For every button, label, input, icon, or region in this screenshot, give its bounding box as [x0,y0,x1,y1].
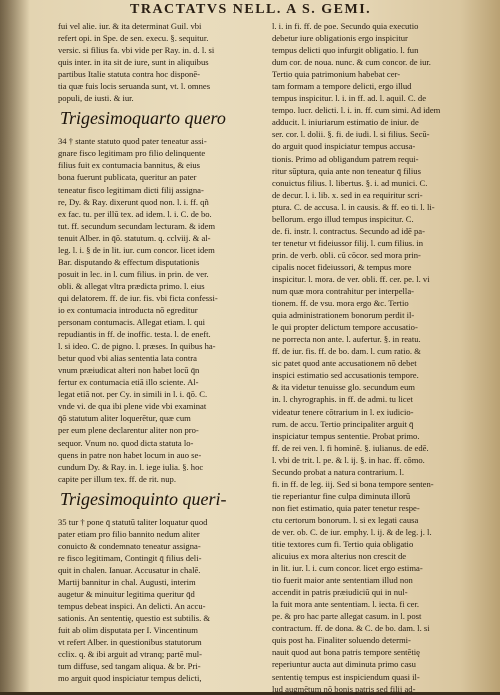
text-line: do arguit quod inspiciatur tempus accusa- [272,141,416,152]
text-line: debetur iure obligationis ergo inspicitur [272,33,408,44]
section-heading-34: Trigesimoquarto quero [60,108,226,129]
text-line: tum diffuse, sed tangam aliqua. & br. Pri- [58,661,201,672]
text-line: capite per illum tex. ff. de rit. nup. [58,473,176,484]
text-line: num quæ mora contrahitur per interpella- [272,286,414,297]
text-line: reperiuntur aucta aut diminuta primo casu [272,659,416,670]
text-line: fertur ex contumacia etiā illo sciente. Al- [58,377,199,388]
text-line: le qui propter delictum tempore accusatio- [272,322,418,333]
text-line: l. i. in fi. ff. de poe. Secundo quia executio [272,21,419,31]
binding-shadow [0,0,30,692]
text-line: personam contumacis. Allegat etiam. l. qui [58,317,206,328]
text-line: inspiciatur tempus sententie. Probat primo. [272,430,420,441]
text-line: Secundo probat a natura contrarium. l. [272,466,404,477]
text-line: quit in chalen. Ianuar. Accusatur in chalē. [58,564,201,575]
text-line: vnde vi. de qua ibi plene vide vbi examinat [58,401,207,412]
text-line: tionem. ff. de vsu. mora ergo &c. Tertio [272,298,409,309]
right-column [272,20,490,694]
text-line: q̄ō statutum aliter loquerētur, quæ cum [58,413,191,424]
text-line: & ita videtur tenuisse glo. secundum eum [272,382,415,393]
text-line: versic. si filius fa. vbi vide per Ray. in. d. l. si [58,45,215,56]
text-line: conuicto & condemnato teneatur assigna- [58,540,201,551]
text-line: fuit ab olim disputata per I. Vincentinum [58,625,198,636]
text-line: tenuit Alber. in q̄ō. statutum. q. cclviij. & al- [58,232,211,243]
text-line: vt refert Alber. in questionibus statutorum [58,637,202,648]
text-line: tia quæ fuis locis seruanda sunt, vt. l. omnes [58,81,211,92]
text-line: sationis. An sententię, questio est subtilis. & [58,613,211,624]
text-line: bellorum. ergo illud tempus inspicitur. C. [272,213,414,224]
text-line: teneatur fisco legitimam dicti filij assigna- [58,184,204,195]
text-line: re fisco legitimam, Contingit q̄ filius deli- [58,552,202,563]
text-line: accendit in patris præiudiciū qui in nul- [272,587,408,598]
text-line: quia administrationem bonorum perdit il- [272,310,415,321]
text-line: vnum præiudicat alteri non habet locū q̄n [58,365,200,376]
text-line: ter tenetur vt fideiussor filij. l. cum filius. in [272,237,424,248]
running-header: TRACTATVS NELL. A S. GEMI. [130,2,372,17]
text-line: Bar. disputando & effectum disputationis [58,256,200,267]
text-line: pe. & pro hac parte allegat casum. in l. post [272,611,422,622]
text-line: rum. de accu. Tertio principaliter arguit q̄ [272,418,414,429]
text-line: cclix. q. & ibi arguit ad vtranq; partē mul- [58,649,202,660]
text-line: ser. cor. l. dolii. §. fi. de iudi. l. si filius. Secū- [272,129,430,140]
text-line: tam formam a tempore delicti, ergo illud [272,81,412,92]
text-line: la fuit mora ante sententiam. l. iecta. fi cer. [272,599,419,610]
text-line: ff. de rei ven. l. fi hominē. §. iulianus. de edē. [272,442,429,453]
text-line: alicuius ex mora alterius non crescit de [272,551,407,562]
text-line: populi, de iusti. & iur. [58,93,134,104]
text-line: partibus Italie statuta contra hoc disponē- [58,69,200,80]
text-line: contractum. ff. de dona. & C. de bo. dam. l. si [272,623,430,634]
text-line: ex fac. tu. per illū tex. ad idem. l. i. C. de bo. [58,208,212,219]
text-line: tut. ff. secundum secundam lecturam. & idem [58,220,216,231]
text-line: pater etiam pro filio bannito nedum aliter [58,528,200,539]
text-line: fi. in ff. de leg. iij. Sed si bona tempore senten- [272,478,434,489]
text-line: in. l. chyrographis. in ff. de admi. tu licet [272,394,413,405]
text-line: legat etiā not. per Cy. in simili in l. i. q̄ō. C. [58,389,208,400]
text-line: sequor. Vnum no. quod dicta statuta lo- [58,437,194,448]
text-line: bona fuerunt publicata, queritur an pater [58,172,197,183]
text-line: per eum plene declarentur aliter non pro- [58,425,199,436]
text-line: nauit quod aut bona patris tempore sentētię [272,647,420,658]
text-line: inspicitur. l. mora. de ver. obli. ff. cer. pe. l. vi [272,273,430,284]
text-line: quens in patre non habet locum in auo se- [58,449,202,460]
text-line: cipalis nocet fideiussori, & tempus more [272,261,412,272]
text-line: ritur sūptura, quia ante non teneatur q̄ filius [272,165,421,176]
text-line: 35 tur † pone q̄ statutū taliter loquatur quod [58,516,208,527]
text-line: re, Dy. & Ray. dixerunt quod non. l. i. ff. qñ [58,196,209,207]
text-line: l. si ideo. C. de pigno. l. præses. In quibus ha- [58,341,216,352]
text-line: dum cor. de noua. nunc. & cum concor. de iur. [272,57,431,68]
text-line: ptura. C. de accusa. l. in causis. & ff. eo ti. l. li- [272,201,435,212]
text-line: obli. & allegat vltra prædicta primo. l. eius [58,280,205,291]
text-line: qui delatorem. ff. de iur. fis. vbi ficta confessi- [58,292,218,303]
text-line: quis inter. in ita sit de iure, sunt in aliquibus [58,57,209,68]
text-line: tio fuerit maior ante sententiam illud non [272,575,413,586]
text-line: io ex contumacia introducta nō egreditur [58,304,198,315]
text-line: posuit in lec. in l. cum filius. in prin. de ver. [58,268,209,279]
text-line: mo arguit quod inspiciatur tempus delicti, [58,673,202,684]
text-line: ff. de iur. fis. ff. de bo. dam. l. cum ratio. & [272,346,421,357]
text-line: fui vel alie. iur. & ita determinat Guil. vbi [58,21,202,31]
text-line: tionis. Primo ad obligandum patrem requi- [272,153,419,164]
text-line: de ver. ob. C. de iur. emphy. l. ij. & de leg. j. l. [272,526,432,537]
text-line: lud augmētum nō bonis patris sed filij ad- [272,683,416,694]
text-line: in lit. iur. l. i. cum concor. licet ergo estima- [272,563,423,574]
text-line: prin. de verb. obli. cū cōcor. sed mora prin- [272,249,421,260]
text-line: quis post ha. Finaliter soluendo determi- [272,635,411,646]
section-heading-35: Trigesimoquinto queri- [60,488,227,509]
text-line: augetur & minuitur legitima queritur q̄d [58,588,195,599]
text-line: 34 † stante statuto quod pater teneatur assi- [58,136,207,147]
left-column [58,20,266,684]
text-line: tempo. lucr. delicti. l. i. in. ff. cum simi. Ad idem [272,105,441,116]
text-line: conuictus filius. l. libertus. §. i. ad munici. C. [272,177,428,188]
text-line: refert opi. in Spe. de sen. execu. §. sequitur. [58,33,209,44]
text-line: videatur tenere cōtrarium in l. ex iudicio- [272,406,414,417]
text-line: titie textores cum fi. Tertio quia obligatio [272,539,414,550]
text-line: tie reperiantur fine culpa diminuta illorū [272,490,411,501]
text-line: adducit. l. iniuriarum estimatio de iniur. de [272,117,419,128]
text-line: filius fuit ex contumacia bannitus, & eius [58,160,201,171]
text-line: ne porrecta non ante. l. aufertur. §. in reatu. [272,334,421,345]
text-line: ctu certorum bonorum. l. si ex legati causa [272,514,419,525]
text-line: inspici estimatio sed accusationis tempore. [272,370,419,381]
text-line: sic patet quod ante accusationem nō debet [272,358,417,369]
text-line: leg. l. i. § de in lit. iur. cum concor. licet idem [58,244,215,255]
text-line: sententię tempus est inspiciendum quasi il- [272,671,420,682]
text-line: non fiet estimatio, quia pater tenetur respe- [272,502,420,513]
text-line: repudiantis in ff. de inoffic. testa. l. de eneft. [58,329,211,340]
text-line: Martij bannitur in chal. Augusti, interim [58,576,196,587]
text-line: cundum Dy. & Ray. in. l. iege iulia. §. hoc [58,461,204,472]
text-line: betur quod vbi alias sententia lata contra [58,353,197,364]
text-line: gnare fisco legitimam pro filio delinquente [58,148,206,159]
text-line: tempus delicti quo infurgit obligatio. l. fun [272,45,419,56]
text-line: de decur. l. i. lib. x. sed in ea requiritur scri- [272,189,423,200]
text-line: tempus inspicitur. l. i. in ff. ad. l. aquil. C. de [272,93,427,104]
text-line: l. vbi de trit. l. pe. & l. ij. §. in hac. ff. cōmo. [272,454,425,465]
text-line: Tertio quia patrimonium habebat cer- [272,69,401,80]
text-line: tempus debeat inspici. An delicti. An accu- [58,601,206,612]
text-line: de. fi. instr. l. contractus. Secundo ad idē pa- [272,225,425,236]
